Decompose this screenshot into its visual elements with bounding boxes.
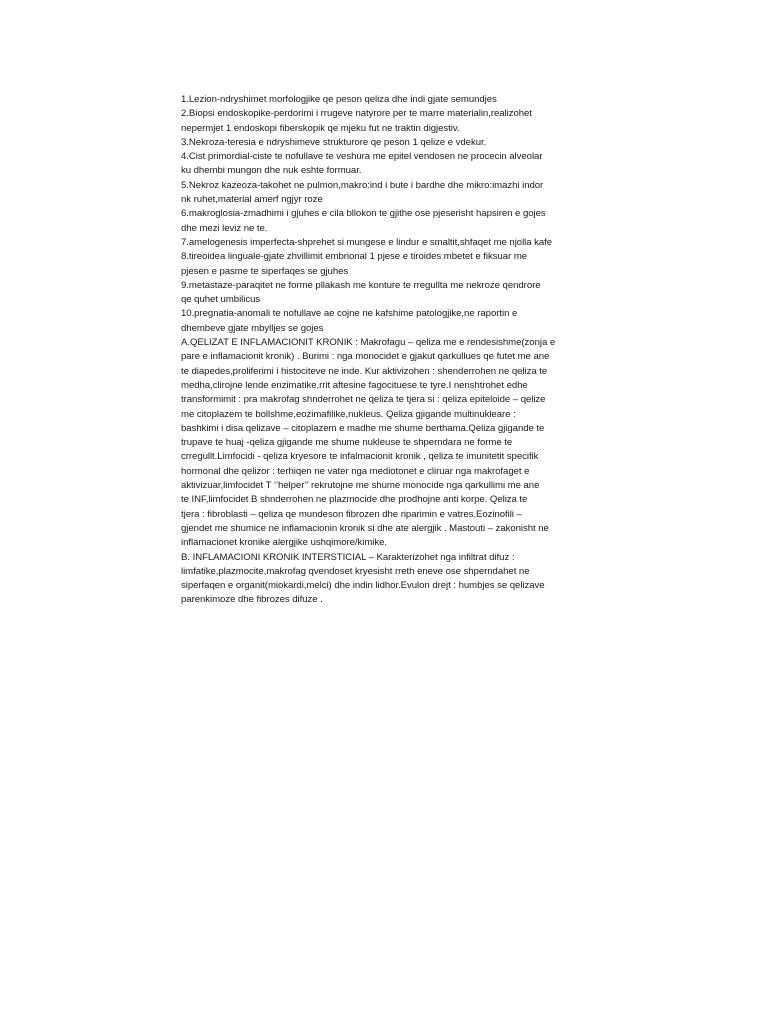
text-line: ku dhembi mungon dhe nuk eshte formuar.	[181, 165, 362, 177]
text-line: inflamacionet kronike alergjike ushqimore/kimike.	[181, 537, 388, 549]
text-line: 8.tireoidea linguale-gjate zhvillimit embrional 1 pjese e tiroides mbetet e fiksuar me	[181, 251, 528, 263]
text-line: me citoplazem te bollshme,eozimafilike,nukleus. Qeliza gjigande multinukleare :	[181, 408, 516, 420]
text-line: nk ruhet,material amerf ngjyr roze	[181, 194, 323, 206]
text-line: 4.Cist primordial-ciste te nofullave te veshura me epitel vendosen ne procecin alveolar	[181, 151, 543, 163]
text-line: siperfaqen e organit(miokardi,melci) dhe indin lidhor.Evulon drejt : humbjes se qelizave	[181, 580, 545, 592]
text-line: dhembeve gjate mbylljes se gojes	[181, 322, 324, 334]
text-line: B. INFLAMACIONI KRONIK INTERSTICIAL – Karakterizohet nga infiltrat difuz :	[181, 551, 515, 563]
text-line: gjendet me shumice ne inflamacionin kronik si dhe ate alergjik . Mastouti – zakonisht ne	[181, 522, 549, 534]
text-line: trupave te huaj -qeliza gjigande me shume nukleuse te shperndara ne forme te	[181, 437, 513, 449]
text-line: 6.makroglosia-zmadhimi i gjuhes e cila bllokon te gjithe ose pjeserisht hapsiren e gojes	[181, 208, 546, 220]
document-text	[181, 93, 591, 608]
text-line: medha,clirojne lende enzimatike,rrit aftesine fagocituese te tyre.I nenshtrohet edhe	[181, 379, 528, 391]
text-line: transformimit : pra makrofag shnderrohet ne qeliza te tjera si : qeliza epiteloide – qelize	[181, 394, 546, 406]
text-line: te INF,limfocidet B shnderrohen ne plazmocide dhe prodhojne anti korpe. Qeliza te	[181, 494, 528, 506]
text-line: 7.amelogenesis imperfecta-shprehet si mungese e lindur e smaltit,shfaqet me njolla kafe	[181, 236, 553, 248]
text-line: 2.Biopsi endoskopike-perdorimi i rrugeve natyrore per te marre materialin,realizohet	[181, 108, 532, 120]
text-line: dhe mezi leviz ne te.	[181, 222, 268, 234]
text-line: crregullt.Limfocidi - qeliza kryesore te infalmacionit kronik , qeliza te imunitetit specifik	[181, 451, 539, 463]
text-line: bashkimi i disa qelizave – citoplazem e madhe me shume berthama.Qeliza gjigande te	[181, 422, 545, 434]
text-line: 9.metastaze-paraqitet ne forme pllakash me konture te rregullta me nekroze qendrore	[181, 279, 541, 291]
text-line: A.QELIZAT E INFLAMACIONIT KRONIK : Makrofagu – qeliza me e rendesishme(zonja e	[181, 337, 556, 349]
text-line: 5.Nekroz kazeoza-takohet ne pulmon,makro:ind i bute i bardhe dhe mikro:imazhi indor	[181, 179, 544, 191]
text-line: hormonal dhe qelizor : terhiqen ne vater nga mediotonet e cliruar nga makrofaget e	[181, 465, 530, 477]
text-line: parenkimoze dhe fibrozes difuze .	[181, 594, 323, 606]
text-line: 1.Lezion-ndryshimet morfologjike qe peson qeliza dhe indi gjate semundjes	[181, 94, 497, 105]
text-line: limfatike,plazmocite,makrofag qvendoset kryesisht rreth eneve ose shperndahet ne	[181, 565, 530, 577]
text-line: pare e inflamacionit kronik) . Burimi : nga monocidet e gjakut qarkullues qe futet me ane	[181, 351, 550, 363]
text-line: nepermjet 1 endoskopi fiberskopik qe mjeku fut ne traktin digjestiv.	[181, 122, 460, 134]
text-line: 3.Nekroza-teresia e ndryshimeve strukturore qe peson 1 qelize e vdekur.	[181, 136, 487, 148]
text-line: aktivizuar,limfocidet T ‘’helper’’ rekrutojne me shume monocide nga qarkullimi me ane	[181, 480, 540, 492]
text-line: qe quhet umbilicus	[181, 294, 261, 306]
text-line: pjesen e pasme te siperfaqes se gjuhes	[181, 265, 349, 277]
text-line: 10.pregnatia-anomali te nofullave ae cojne ne kafshime patologjike,ne raportin e	[181, 308, 518, 320]
text-line: tjera : fibroblasti – qeliza qe mundeson fibrozen dhe riparimin e vatres.Eozinofili –	[181, 508, 522, 520]
text-line: te diapedes,proliferimi i histociteve ne inde. Kur aktivizohen : shenderrohen ne qeliza te	[181, 365, 548, 377]
